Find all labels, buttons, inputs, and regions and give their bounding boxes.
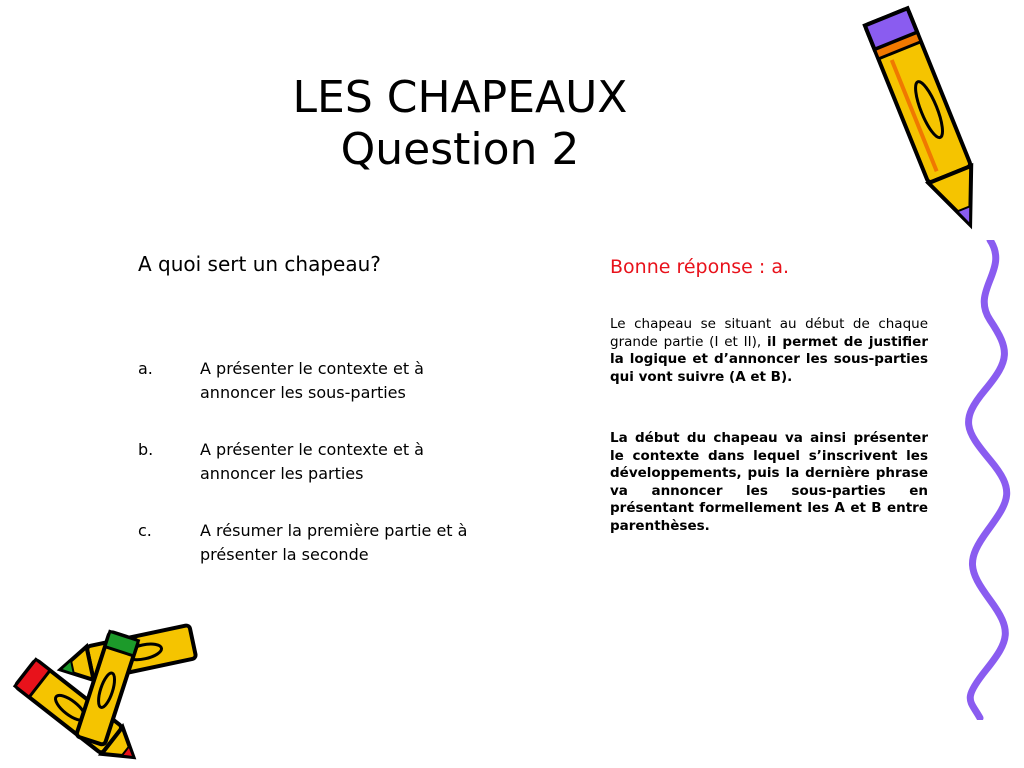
- option-a: [138, 357, 498, 405]
- question-text: A quoi sert un chapeau?: [138, 252, 381, 276]
- correct-answer-heading: Bonne réponse : a.: [610, 256, 790, 278]
- explanation-1-bold: il permet de justifier la logique et d’annoncer les sous-parties qui vont suivre (A et B): [610, 333, 928, 385]
- slide-title: [200, 72, 720, 176]
- explanation-paragraph-1: [610, 316, 928, 386]
- option-text: A présenter le contexte et à annoncer les sous-parties: [200, 359, 424, 402]
- option-text: A résumer la première partie et à présenter la seconde: [200, 521, 468, 564]
- explanation-1-plain: Le chapeau se situant au début de chaque grande partie (I et II),: [610, 316, 928, 350]
- title-line-2: Question 2: [340, 124, 580, 175]
- pencils-bottom-left-icon: [0, 615, 210, 765]
- option-b: [138, 438, 498, 486]
- title-line-1: LES CHAPEAUX: [292, 72, 628, 123]
- pencil-top-right-icon: [855, 0, 1005, 245]
- squiggle-line-icon: [960, 240, 1020, 720]
- explanation-paragraph-2: La début du chapeau va ainsi présenter le contexte dans lequel s’inscrivent les développements, puis la dernière phrase va annoncer les sous-parties en présentant formellement les A et B entre parenthèses.: [610, 430, 928, 534]
- explanation-1-end: .: [787, 368, 793, 385]
- answer-options-list: [138, 357, 498, 600]
- option-c: [138, 519, 498, 567]
- option-text: A présenter le contexte et à annoncer les parties: [200, 440, 424, 483]
- option-letter: a.: [138, 359, 153, 378]
- option-letter: c.: [138, 521, 152, 540]
- option-letter: b.: [138, 440, 154, 459]
